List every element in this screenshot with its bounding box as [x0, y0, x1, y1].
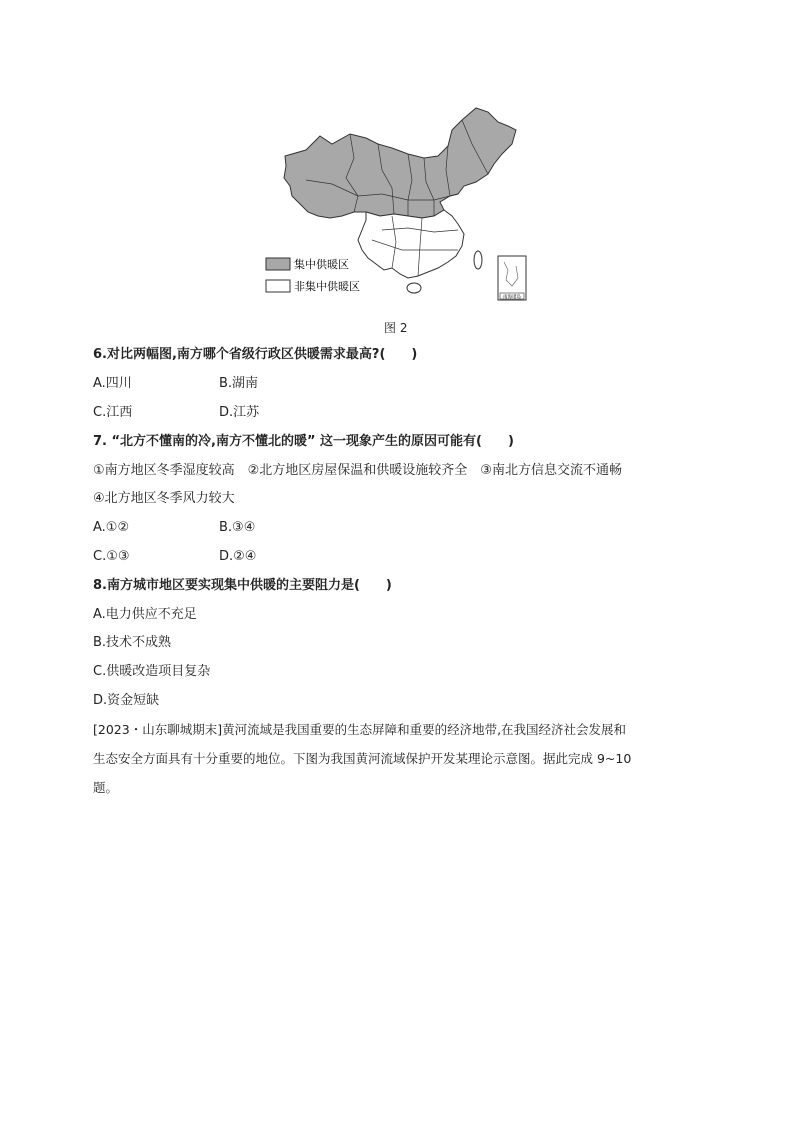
passage-line-2: 生态安全方面具有十分重要的地位。下图为我国黄河流域保护开发某理论示意图。据此完成 9~10 [93, 751, 632, 766]
legend-swatch-non-heated [266, 280, 290, 292]
q8-option-b[interactable]: B.技术不成熟 [93, 635, 172, 650]
q7-statements-line2: ④北方地区冬季风力较大 [93, 491, 235, 506]
passage-line-3: 题。 [93, 780, 119, 795]
q7-option-b[interactable]: B.③④ [219, 520, 256, 535]
question-7-stem: 7. “北方不懂南的冷,南方不懂北的暖” 这一现象产生的原因可能有( ) [93, 434, 514, 449]
q7-option-a[interactable]: A.①② [93, 520, 130, 535]
q7-option-d[interactable]: D.②④ [219, 549, 257, 564]
taiwan-island [474, 251, 482, 269]
hainan-island [407, 283, 421, 293]
figure-caption: 图 2 [384, 321, 408, 335]
q7-option-c[interactable]: C.①③ [93, 549, 130, 564]
q6-option-d[interactable]: D.江苏 [219, 405, 260, 420]
non-central-heating-region [358, 210, 464, 278]
legend-label-non-heated: 非集中供暖区 [294, 280, 360, 293]
q6-option-c[interactable]: C.江西 [93, 405, 133, 420]
legend-swatch-heated [266, 258, 290, 270]
inset-label: 南海诸岛 [503, 295, 521, 300]
q6-option-b[interactable]: B.湖南 [219, 376, 259, 391]
question-8-stem: 8.南方城市地区要实现集中供暖的主要阻力是( ) [93, 578, 392, 593]
question-6-stem: 6.对比两幅图,南方哪个省级行政区供暖需求最高?( ) [93, 347, 418, 362]
q8-option-c[interactable]: C.供暖改造项目复杂 [93, 664, 211, 679]
q8-option-a[interactable]: A.电力供应不充足 [93, 607, 197, 622]
legend-label-heated: 集中供暖区 [294, 258, 349, 271]
q8-option-d[interactable]: D.资金短缺 [93, 693, 160, 708]
china-map-svg [262, 100, 532, 310]
passage-line-1: [2023・山东聊城期末]黄河流域是我国重要的生态屏障和重要的经济地带,在我国经济社会发展和 [93, 722, 627, 737]
q6-option-a[interactable]: A.四川 [93, 376, 132, 391]
q7-statements-line1: ①南方地区冬季湿度较高 ②北方地区房屋保温和供暖设施较齐全 ③南北方信息交流不通畅 [93, 463, 622, 478]
china-heating-map [262, 100, 532, 310]
central-heating-region [284, 108, 516, 218]
